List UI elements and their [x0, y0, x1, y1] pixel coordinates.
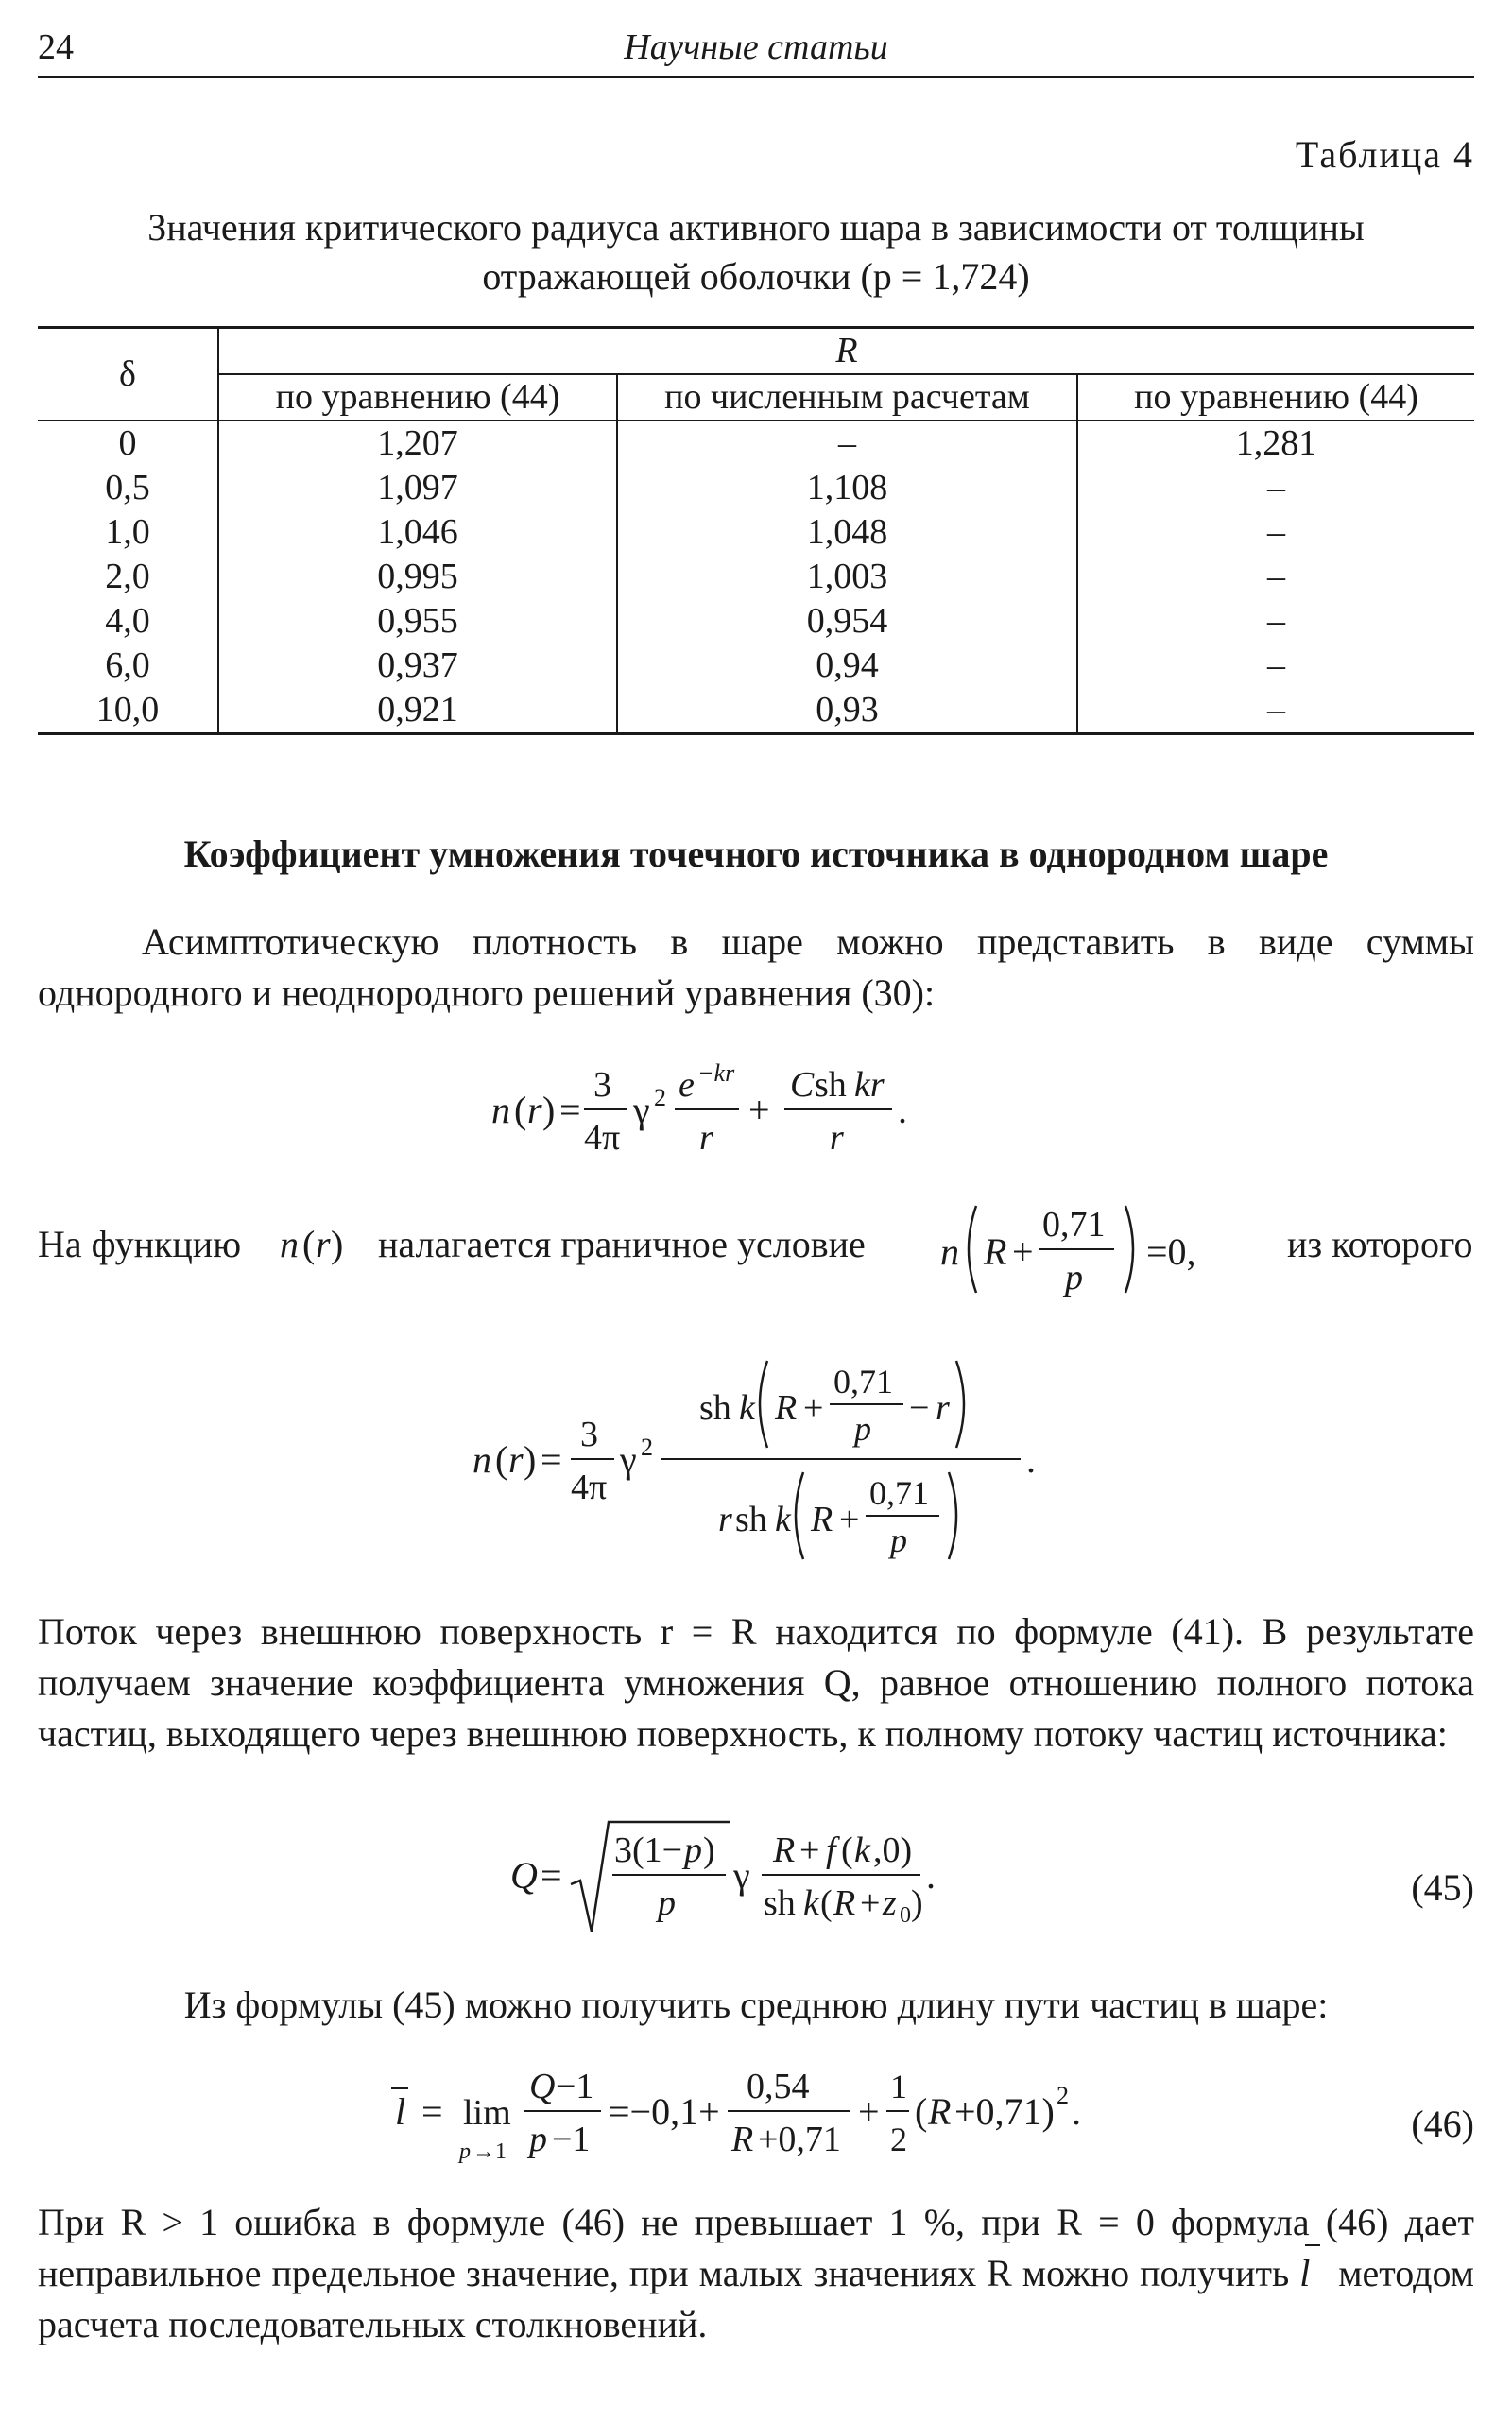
table-cell: 1,097 [218, 466, 617, 510]
svg-text:2: 2 [654, 1084, 666, 1111]
svg-text:,0): ,0) [873, 1830, 913, 1870]
svg-text:n: n [280, 1223, 299, 1265]
svg-text:p: p [890, 1521, 907, 1559]
inline-formula-n-r [280, 1210, 384, 1276]
table-cell: – [1267, 557, 1285, 596]
svg-text:Q: Q [510, 1854, 538, 1897]
table-cell: 0,954 [617, 599, 1077, 644]
page-number: 24 [38, 27, 74, 67]
table-cell: – [1267, 601, 1285, 641]
table-cell: 1,0 [38, 510, 218, 555]
table-cell: 1,281 [1235, 423, 1317, 463]
p5-text: При R > 1 ошибка в формуле (46) не превышает 1 %, при R = 0 формула (46) дает неправильное предельное значение, при малых значениях R можно получить [38, 2201, 1474, 2294]
formula-n-r [491, 1049, 1021, 1181]
svg-text:n: n [940, 1230, 959, 1273]
svg-text:+0,71: +0,71 [758, 2120, 841, 2159]
svg-text:=: = [541, 1854, 562, 1897]
svg-text:): ) [911, 1883, 923, 1923]
table-label: Таблица 4 [1295, 133, 1474, 176]
table-cell: 1,048 [617, 510, 1077, 555]
svg-text:e: e [679, 1065, 695, 1105]
svg-text:3: 3 [580, 1415, 598, 1454]
svg-text:0,71: 0,71 [1042, 1205, 1106, 1245]
svg-text:4π: 4π [571, 1468, 608, 1507]
table-cell: – [1077, 688, 1474, 734]
subheader-3: по уравнению (44) [1077, 374, 1474, 421]
table-cell: 10,0 [38, 688, 218, 734]
svg-text:p: p [459, 2139, 471, 2164]
svg-text:r: r [830, 1118, 844, 1158]
table-cell: 0,5 [38, 466, 218, 510]
formula-45 [510, 1814, 1040, 1947]
section-title: Коэффициент умножения точечного источника в однородном шаре [183, 833, 1329, 875]
table-cell: 0,94 [617, 644, 1077, 688]
table-cell: 1,108 [617, 466, 1077, 510]
svg-text:3(1−: 3(1− [614, 1830, 683, 1870]
svg-text:r: r [316, 1223, 331, 1265]
table-cell: 1,207 [218, 421, 617, 466]
svg-text:p: p [529, 2120, 547, 2159]
svg-text:R: R [928, 2090, 952, 2133]
svg-text:=0,: =0, [1146, 1230, 1196, 1273]
svg-text:k: k [775, 1500, 791, 1539]
svg-text:R: R [773, 1830, 796, 1870]
svg-text:r: r [527, 1089, 542, 1131]
svg-text:.: . [1026, 1438, 1036, 1481]
svg-text:+: + [748, 1089, 770, 1131]
svg-text:): ) [331, 1223, 344, 1265]
svg-text:+0,71): +0,71) [954, 2090, 1055, 2133]
table-row [38, 421, 1474, 466]
table-cell: – [617, 421, 1077, 466]
header-rule [38, 76, 1474, 78]
svg-text:2: 2 [1057, 2082, 1069, 2109]
svg-text:k: k [739, 1388, 755, 1428]
svg-text:l: l [395, 2090, 406, 2133]
svg-text:p: p [1065, 1258, 1083, 1297]
p2-mid: налагается граничное условие [378, 1223, 866, 1265]
table-cell: – [1267, 645, 1285, 685]
svg-text:4π: 4π [584, 1118, 621, 1158]
svg-text:r: r [718, 1500, 732, 1539]
svg-text:+: + [803, 1388, 824, 1428]
svg-text:+: + [858, 2090, 880, 2133]
p2-end: из которого [1287, 1223, 1473, 1265]
table-cell: – [1267, 512, 1285, 552]
table-row [38, 688, 1474, 734]
table-cell: 0,93 [617, 688, 1077, 734]
table-cell: 0,995 [218, 555, 617, 599]
table-cell: 1,046 [218, 510, 617, 555]
svg-text:=: = [559, 1089, 581, 1131]
svg-text:(: ( [841, 1830, 853, 1870]
svg-text:R: R [811, 1500, 833, 1539]
svg-text:1: 1 [890, 2068, 907, 2105]
svg-text:(: ( [820, 1883, 833, 1923]
paragraph-1: Асимптотическую плотность в шаре можно представить в виде суммы однородного и неоднородного решений уравнения (30): [38, 920, 1474, 1014]
table-row [38, 510, 1474, 555]
svg-text:sh: sh [815, 1065, 847, 1105]
formula-n-r-solution [472, 1342, 1077, 1588]
table-cell: 6,0 [38, 644, 218, 688]
svg-text:z: z [883, 1883, 897, 1923]
svg-text:2: 2 [641, 1434, 653, 1461]
svg-text:n: n [491, 1089, 510, 1131]
running-title: Научные статьи [624, 27, 888, 67]
svg-text:R: R [731, 2120, 754, 2159]
paragraph-2 [38, 1193, 1474, 1306]
table-row [38, 555, 1474, 599]
subheader-2: по численным расчетам [617, 374, 1077, 421]
svg-text:(: ( [915, 2090, 928, 2133]
table-cell: 4,0 [38, 599, 218, 644]
svg-text:.: . [898, 1089, 907, 1131]
svg-text:r: r [699, 1118, 713, 1158]
svg-text:R: R [833, 1883, 856, 1923]
svg-text:r: r [508, 1438, 524, 1481]
svg-text:.: . [926, 1854, 936, 1897]
table-cell: 0,921 [218, 688, 617, 734]
svg-text:f: f [826, 1830, 836, 1870]
svg-text:=−0,1+: =−0,1+ [609, 2090, 720, 2133]
svg-text:): ) [542, 1089, 556, 1131]
svg-text:(: ( [514, 1089, 527, 1131]
svg-text:sh: sh [735, 1500, 767, 1539]
svg-text:γ: γ [620, 1438, 637, 1481]
svg-text:p: p [854, 1410, 871, 1448]
table-body [38, 421, 1474, 734]
svg-text:γ: γ [633, 1089, 650, 1131]
svg-text:): ) [524, 1438, 537, 1481]
svg-text:0,71: 0,71 [869, 1474, 929, 1512]
svg-text:.: . [1072, 2090, 1081, 2133]
svg-text:(: ( [302, 1223, 316, 1265]
subheader-1: по уравнению (44) [218, 374, 617, 421]
svg-text:3: 3 [593, 1065, 611, 1105]
svg-text:0,71: 0,71 [833, 1363, 893, 1400]
svg-text:C: C [790, 1065, 815, 1105]
p5-end: методом расчета последовательных столкновений. [38, 2252, 1474, 2345]
svg-text:−: − [909, 1388, 930, 1428]
equation-number-45: (45) [1411, 1866, 1474, 1909]
paragraph-5 [38, 2197, 1474, 2350]
svg-text:=: = [541, 1438, 562, 1481]
svg-text:k: k [854, 1830, 870, 1870]
header-delta: δ [38, 328, 218, 421]
equation-number-46: (46) [1411, 2103, 1474, 2145]
table-row [38, 466, 1474, 510]
table-cell: – [1267, 468, 1285, 507]
paragraph-3: Поток через внешнюю поверхность r = R находится по формуле (41). В результате получаем значение коэффициента умножения Q, равное отношению полного потока частиц, выходящего через внешнюю поверхность, к полному потоку частиц источника: [38, 1610, 1474, 1755]
table-row [38, 644, 1474, 688]
table-cell: 0,937 [218, 644, 617, 688]
table-row [38, 599, 1474, 644]
svg-text:R: R [775, 1388, 798, 1428]
svg-text:kr: kr [854, 1065, 885, 1105]
svg-text:sh: sh [764, 1883, 796, 1923]
svg-text:p: p [658, 1883, 676, 1923]
table-caption: Значения критического радиуса активного шара в зависимости от толщины отражающей оболочки (p = 1,724) [147, 206, 1365, 298]
paragraph-4: Из формулы (45) можно получить среднюю длину пути частиц в шаре: [183, 1984, 1329, 2026]
formula-46 [387, 2051, 1238, 2183]
svg-text:0: 0 [900, 1903, 911, 1928]
svg-text:R: R [984, 1230, 1007, 1273]
svg-text:+: + [839, 1500, 860, 1539]
svg-text:=: = [421, 2090, 443, 2133]
svg-text:(: ( [495, 1438, 508, 1481]
svg-text:r: r [936, 1388, 950, 1428]
svg-text:+: + [860, 1883, 881, 1923]
table-cell: 0,955 [218, 599, 617, 644]
svg-text:2: 2 [890, 2121, 907, 2158]
header-R: R [218, 328, 1474, 375]
p2-start: На функцию [38, 1223, 242, 1265]
svg-text:+: + [1012, 1230, 1034, 1273]
svg-text:sh: sh [699, 1388, 731, 1428]
svg-text:+: + [799, 1830, 820, 1870]
data-table [38, 326, 1474, 735]
l-bar-symbol: l [1299, 2248, 1328, 2299]
svg-text:): ) [703, 1830, 715, 1870]
table-cell: 0 [38, 421, 218, 466]
table-cell: 1,003 [617, 555, 1077, 599]
table-cell: 2,0 [38, 555, 218, 599]
svg-text:p: p [684, 1830, 702, 1870]
svg-text:Q: Q [529, 2067, 556, 2106]
svg-text:−1: −1 [552, 2120, 591, 2159]
svg-text:0,54: 0,54 [747, 2067, 810, 2106]
svg-text:lim: lim [463, 2093, 511, 2133]
inline-formula-boundary [940, 1193, 1280, 1306]
svg-text:−kr: −kr [697, 1059, 735, 1087]
svg-text:n: n [472, 1438, 491, 1481]
svg-text:γ: γ [733, 1854, 750, 1897]
svg-text:k: k [803, 1883, 819, 1923]
svg-text:−1: −1 [556, 2067, 594, 2106]
svg-text:→1: →1 [472, 2139, 507, 2164]
